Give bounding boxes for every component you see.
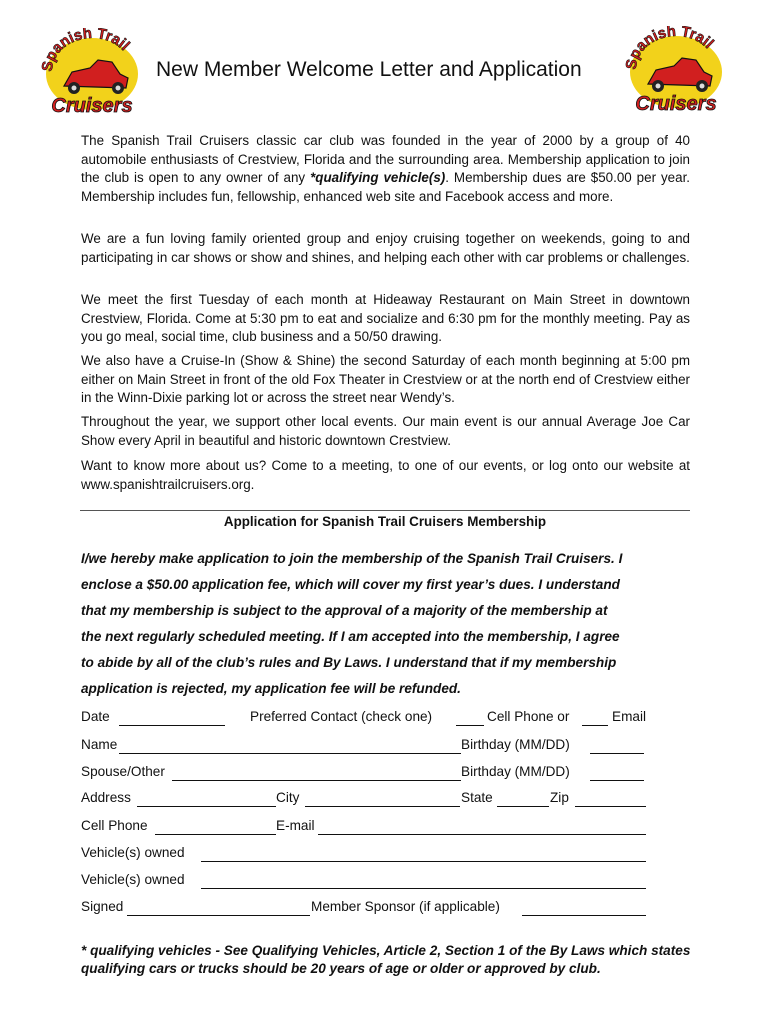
- vehicles-label: Vehicle(s) owned: [81, 872, 185, 887]
- logo-bottom-text: Cruisers: [635, 93, 717, 114]
- zip-label: Zip: [550, 790, 569, 805]
- sponsor-label: Member Sponsor (if applicable): [311, 899, 500, 914]
- name-label: Name: [81, 737, 118, 752]
- spouse-birthday-field[interactable]: [590, 780, 644, 781]
- page-title: New Member Welcome Letter and Application: [156, 58, 582, 81]
- declaration-line: that my membership is subject to the approval of a majority of the membership at: [81, 603, 608, 618]
- declaration-line: the next regularly scheduled meeting. If I am accepted into the membership, I agree: [81, 629, 620, 644]
- cell-phone-option-label: Cell Phone or: [487, 709, 570, 724]
- cell-phone-label: Cell Phone: [81, 818, 148, 833]
- events-paragraph: Throughout the year, we support other local events. Our main event is our annual Average Joe Car Show every April in beautiful and historic downtown Crestview.: [81, 414, 690, 448]
- vehicles-label: Vehicle(s) owned: [81, 845, 185, 860]
- address-label: Address: [81, 790, 131, 805]
- email-checkbox[interactable]: [582, 725, 608, 726]
- state-field[interactable]: [497, 806, 549, 807]
- section-divider: [80, 510, 690, 511]
- cruise-in-paragraph: We also have a Cruise-In (Show & Shine) the second Saturday of each month beginning at 5:00 pm either on Main Street in front of the old Fox Theater in Crestview or at the north end of Crestview either in the Winn-Dixie parking lot or across the street near Wendy’s.: [81, 353, 690, 405]
- date-label: Date: [81, 709, 110, 724]
- email-label: E-mail: [276, 818, 315, 833]
- name-field[interactable]: [119, 753, 461, 754]
- city-label: City: [276, 790, 300, 805]
- meeting-paragraph: We meet the first Tuesday of each month at Hideaway Restaurant on Main Street in downtown Crestview, Florida. Come at 5:30 pm to eat and socialize and 6:30 pm for the monthly meeting. Pay as you go meal, social time, club business and a 50/50 drawing.: [81, 292, 690, 344]
- cell-phone-checkbox[interactable]: [456, 725, 484, 726]
- intro-paragraph: [81, 132, 690, 206]
- family-paragraph: We are a fun loving family oriented group and enjoy cruising together on weekends, going to and participating in car shows or show and shines, and helping each other with car problems or challenges.: [81, 231, 690, 265]
- signature-field[interactable]: [127, 915, 310, 916]
- state-label: State: [461, 790, 493, 805]
- preferred-contact-label: Preferred Contact (check one): [250, 709, 433, 724]
- club-logo-right: [622, 26, 730, 114]
- sponsor-field[interactable]: [522, 915, 646, 916]
- club-logo-left: [38, 28, 146, 116]
- logo-bottom-text: Cruisers: [51, 95, 133, 116]
- logo-top-text: Spanish Trail: [622, 26, 717, 71]
- date-field[interactable]: [119, 725, 225, 726]
- city-field[interactable]: [305, 806, 460, 807]
- website-paragraph: Want to know more about us? Come to a meeting, to one of our events, or log onto our website at www.spanishtrailcruisers.org.: [81, 458, 690, 492]
- email-field[interactable]: [318, 834, 646, 835]
- declaration-line: application is rejected, my application fee will be refunded.: [81, 681, 461, 696]
- email-option-label: Email: [612, 709, 646, 724]
- birthday-field[interactable]: [590, 753, 644, 754]
- logo-top-text: Spanish Trail: [38, 28, 133, 73]
- qualifying-vehicles-emphasis: *qualifying vehicle(s): [310, 170, 446, 185]
- application-title: Application for Spanish Trail Cruisers Membership: [223, 514, 547, 529]
- cell-phone-field[interactable]: [155, 834, 276, 835]
- spouse-label: Spouse/Other: [81, 764, 165, 779]
- vehicles-field[interactable]: [201, 888, 646, 889]
- intro-tail: . Membership dues are $50.00 per year. Membership includes fun, fellowship, enhanced web site and Facebook access and more.: [81, 170, 691, 204]
- address-field[interactable]: [137, 806, 276, 807]
- vehicles-field[interactable]: [201, 861, 646, 862]
- zip-field[interactable]: [575, 806, 646, 807]
- qualifying-vehicles-footnote: * qualifying vehicles - See Qualifying Vehicles, Article 2, Section 1 of the By Laws which states qualifying cars or trucks should be 20 years of age or older or approved by club.: [81, 943, 691, 976]
- intro-text: The Spanish Trail Cruisers classic car club was founded in the year of 2000 by a group of 40 automobile enthusiasts of Crestview, Florida and the surrounding area. Membership application to join the club is open to any owner of any: [81, 133, 690, 185]
- spouse-field[interactable]: [172, 780, 461, 781]
- spouse-birthday-label: Birthday (MM/DD): [461, 764, 570, 779]
- declaration-line: enclose a $50.00 application fee, which will cover my first year’s dues. I understand: [81, 577, 620, 592]
- declaration-line: to abide by all of the club’s rules and By Laws. I understand that if my membership: [81, 655, 617, 670]
- declaration-line: I/we hereby make application to join the membership of the Spanish Trail Cruisers. I: [81, 551, 623, 566]
- signed-label: Signed: [81, 899, 124, 914]
- birthday-label: Birthday (MM/DD): [461, 737, 570, 752]
